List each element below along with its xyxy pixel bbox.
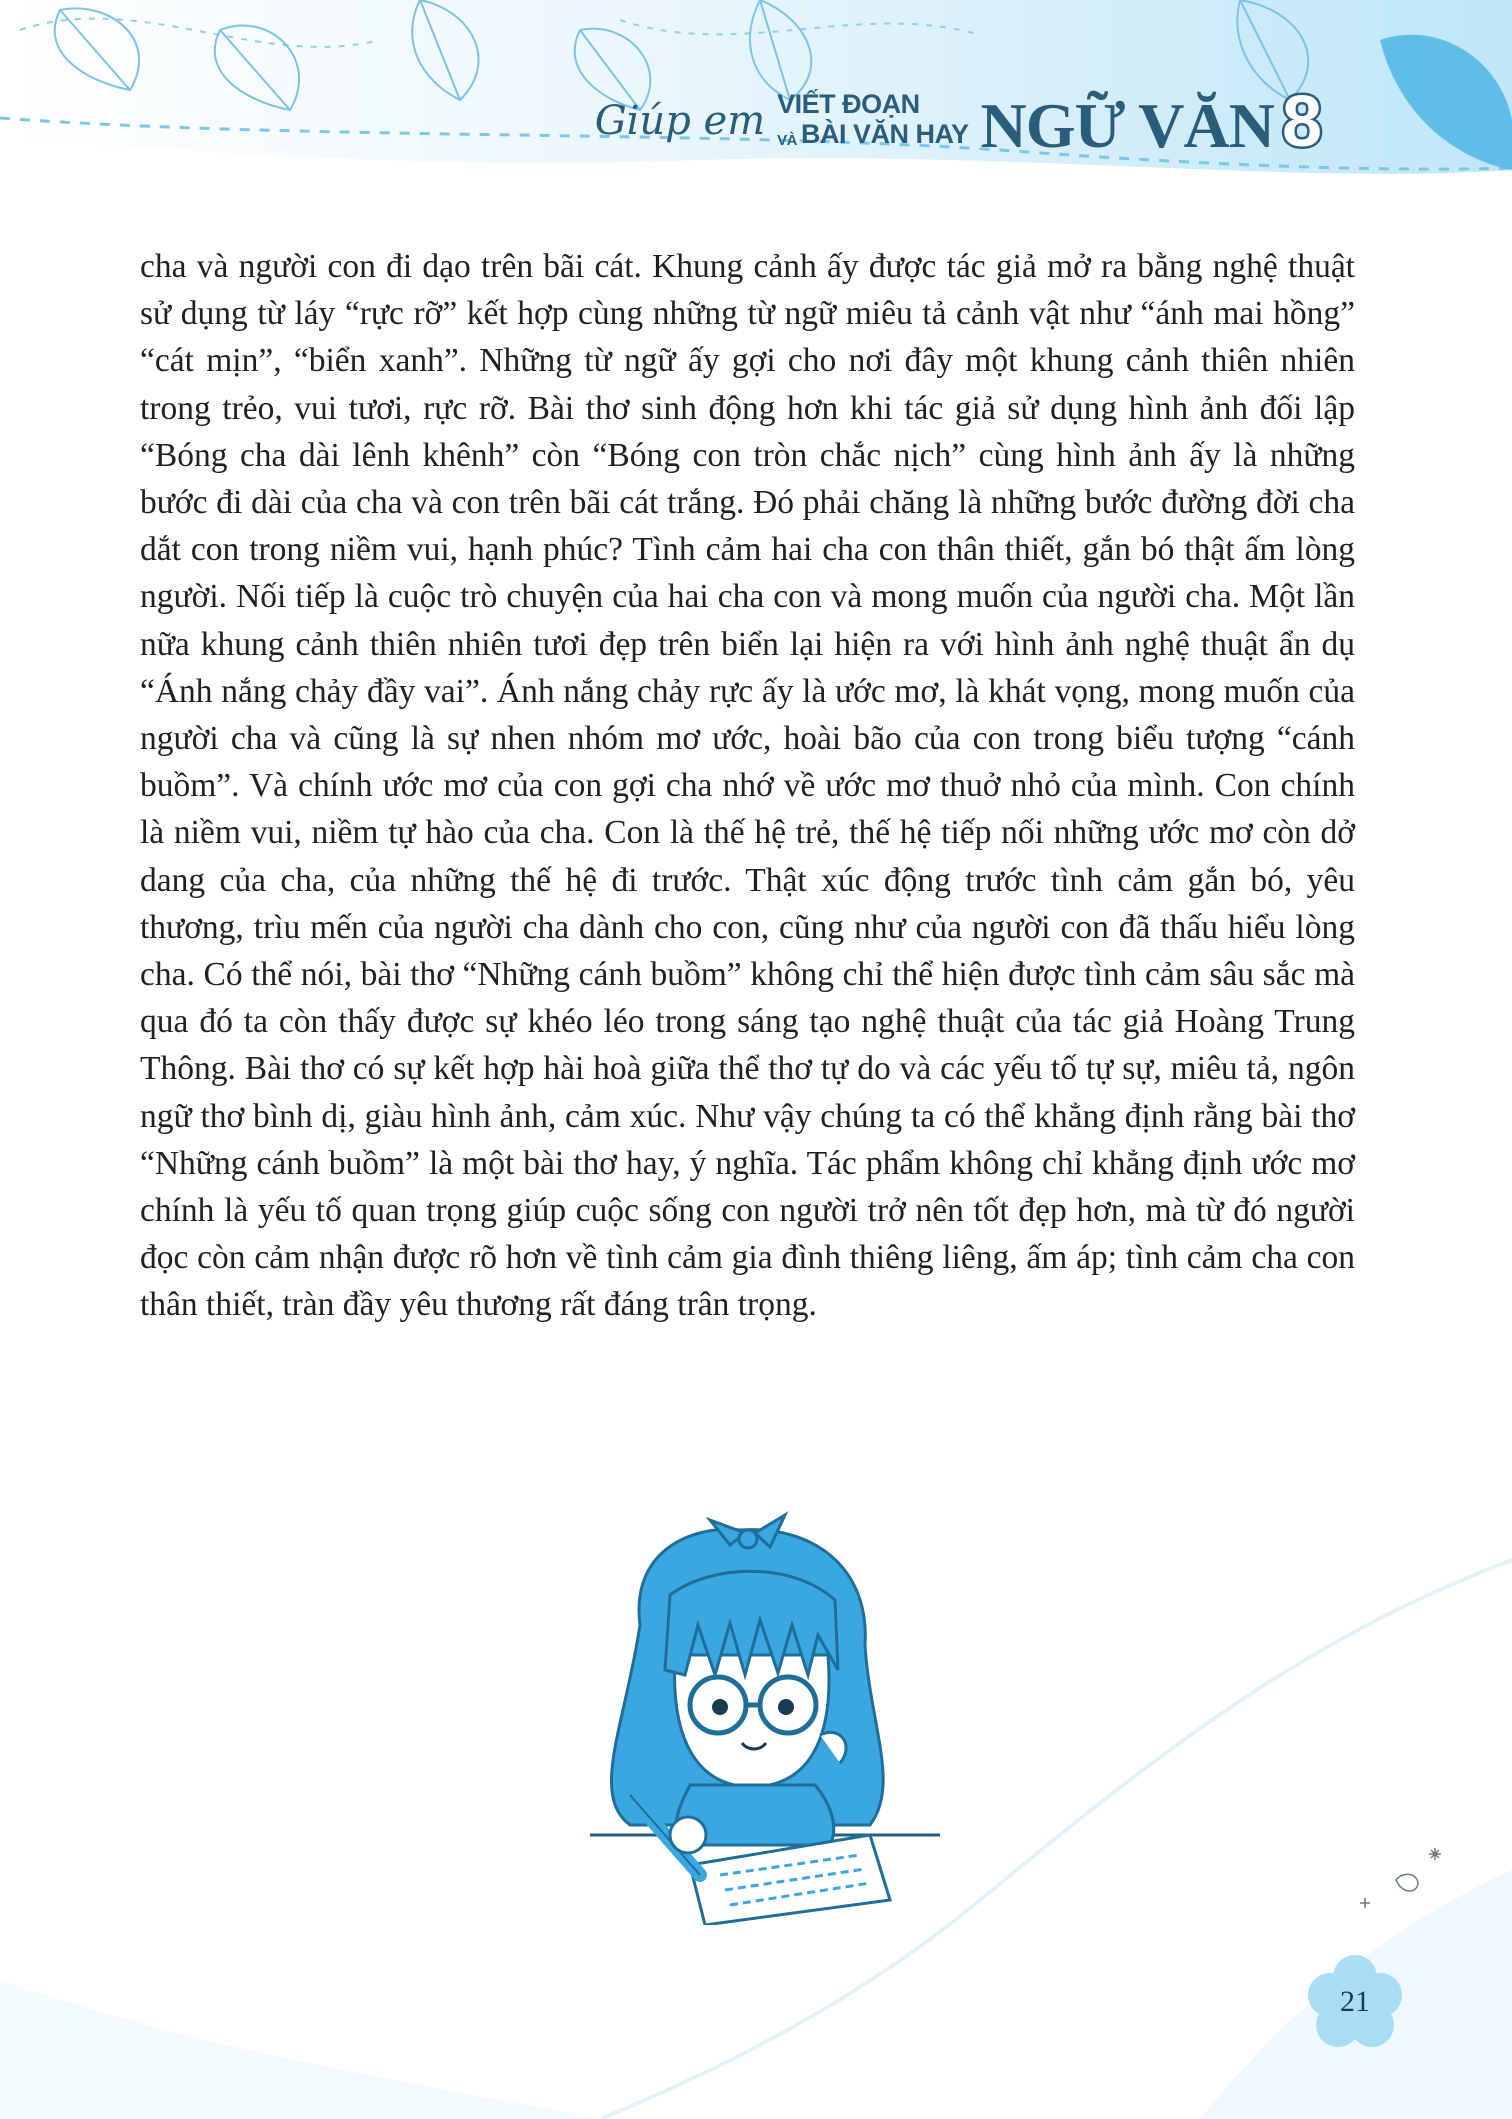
book-title-connector: VÀ [777, 132, 797, 149]
book-title-line1: VIẾT ĐOẠN [777, 89, 920, 119]
body-paragraph: cha và người con đi dạo trên bãi cát. Khung cảnh ấy được tác giả mở ra bằng nghệ thuật sử dụng từ láy “rực rỡ” kết hợp cùng những từ ngữ miêu tả cảnh vật như “ánh mai hồng” “cát mịn”, “biển xanh”. Những từ ngữ ấy gợi cho nơi đây một khung cảnh thiên nhiên trong trẻo, vui tươi, rực rỡ. Bài thơ sinh động hơn khi tác giả sử dụng hình ảnh đối lập “Bóng cha dài lênh khênh” còn “Bóng con tròn chắc nịch” cùng hình ảnh ấy là những bước đi dài của cha và con trên bãi cát trắng. Đó phải chăng là những bước đường đời cha dắt con trong niềm vui, hạnh phúc? Tình cảm hai cha con thân thiết, gắn bó thật ấm lòng người. Nối tiếp là cuộc trò chuyện của hai cha con và mong muốn của người cha. Một lần nữa khung cảnh thiên nhiên tươi đẹp trên biển lại hiện ra với hình ảnh nghệ thuật ẩn dụ “Ánh nắng chảy đầy vai”. Ánh nắng chảy rực ấy là ước mơ, là khát vọng, mong muốn của người cha và cũng là sự nhen nhóm mơ ước, hoài bão của con trong biểu tượng “cánh buồm”. Và chính ước mơ của con gợi cha nhớ về ước mơ thuở nhỏ của mình. Con chính là niềm vui, niềm tự hào của cha. Con là thế hệ trẻ, thế hệ tiếp nối những ước mơ còn dở dang của cha, của những thế hệ đi trước. Thật xúc động trước tình cảm gắn bó, yêu thương, trìu mến của người cha dành cho con, cũng như của người con đã thấu hiểu lòng cha. Có thể nói, bài thơ “Những cánh buồm” không chỉ thể hiện được tình cảm sâu sắc mà qua đó ta còn thấy được sự khéo léo trong sáng tạo nghệ thuật của tác giả Hoàng Trung Thông. Bài thơ có sự kết hợp hài hoà giữa thể thơ tự do và các yếu tố tự sự, miêu tả, ngôn ngữ thơ bình dị, giàu hình ảnh, cảm xúc. Như vậy chúng ta có thể khẳng định rằng bài thơ “Những cánh buồm” là một bài thơ hay, ý nghĩa. Tác phẩm không chỉ khẳng định ước mơ chính là yếu tố quan trọng giúp cuộc sống con người trở nên tốt đẹp hơn, mà từ đó người đọc còn cảm nhận được rõ hơn về tình cảm gia đình thiêng liêng, ấm áp; tình cảm cha con thân thiết, tràn đầy yêu thương rất đáng trân trọng. [140, 248, 1355, 1324]
girl-illustration [570, 1505, 950, 1925]
sparkle-icon [1360, 1848, 1441, 1908]
book-subject: NGỮ VĂN [980, 90, 1274, 161]
book-grade: 8 [1281, 82, 1322, 162]
page-number: 21 [1340, 1985, 1370, 2018]
book-title-script: Giúp em [594, 98, 766, 144]
book-title-line2: BÀI VĂN HAY [800, 119, 969, 149]
